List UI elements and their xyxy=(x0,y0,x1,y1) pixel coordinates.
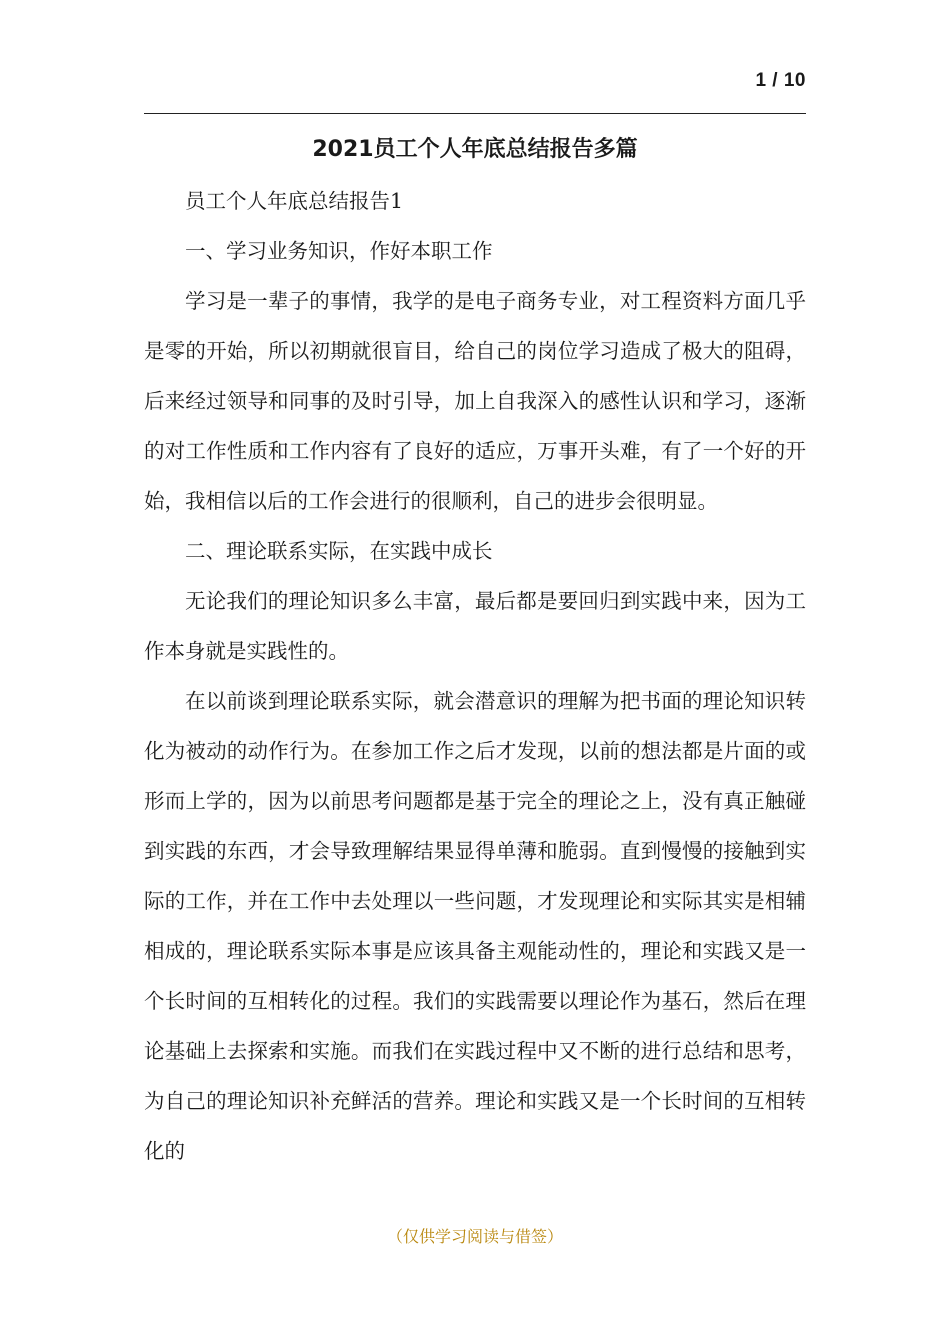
footer-note: （仅供学习阅读与借签） xyxy=(386,1227,563,1246)
page-number: 1 / 10 xyxy=(755,70,806,91)
paragraph-practice: 在以前谈到理论联系实际，就会潜意识的理解为把书面的理论知识转化为被动的动作行为。在参加工作之后才发现，以前的想法都是片面的或形而上学的，因为以前思考问题都是基于完全的理论之上，没有真正触碰到实践的东西，才会导致理解结果显得单薄和脆弱。直到慢慢的接触到实际的工作，并在工作中去处理以一些问题，才发现理论和实际其实是相辅相成的，理论联系实际本事是应该具备主观能动性的，理论和实践又是一个长时间的互相转化的过程。我们的实践需要以理论作为基石，然后在理论基础上去探索和实施。而我们在实践过程中又不断的进行总结和思考，为自己的理论知识补充鲜活的营养。理论和实践又是一个长时间的互相转化的 xyxy=(144,689,806,1163)
section-heading-1: 一、学习业务知识，作好本职工作 xyxy=(185,239,493,263)
header-divider xyxy=(144,113,806,114)
paragraph-learning: 学习是一辈子的事情，我学的是电子商务专业，对工程资料方面几乎是零的开始，所以初期就很盲目，给自己的岗位学习造成了极大的阻碍，后来经过领导和同事的及时引导，加上自我深入的感性认识和学习，逐渐的对工作性质和工作内容有了良好的适应，万事开头难，有了一个好的开始，我相信以后的工作会进行的很顺利，自己的进步会很明显。 xyxy=(144,289,806,513)
document-title: 2021员工个人年底总结报告多篇 xyxy=(312,137,638,162)
paragraph-theory: 无论我们的理论知识多么丰富，最后都是要回归到实践中来，因为工作本身就是实践性的。 xyxy=(144,589,806,663)
section-heading-report-1: 员工个人年底总结报告1 xyxy=(185,189,404,213)
section-heading-2: 二、理论联系实际，在实践中成长 xyxy=(185,539,493,563)
document-body xyxy=(144,176,806,1176)
